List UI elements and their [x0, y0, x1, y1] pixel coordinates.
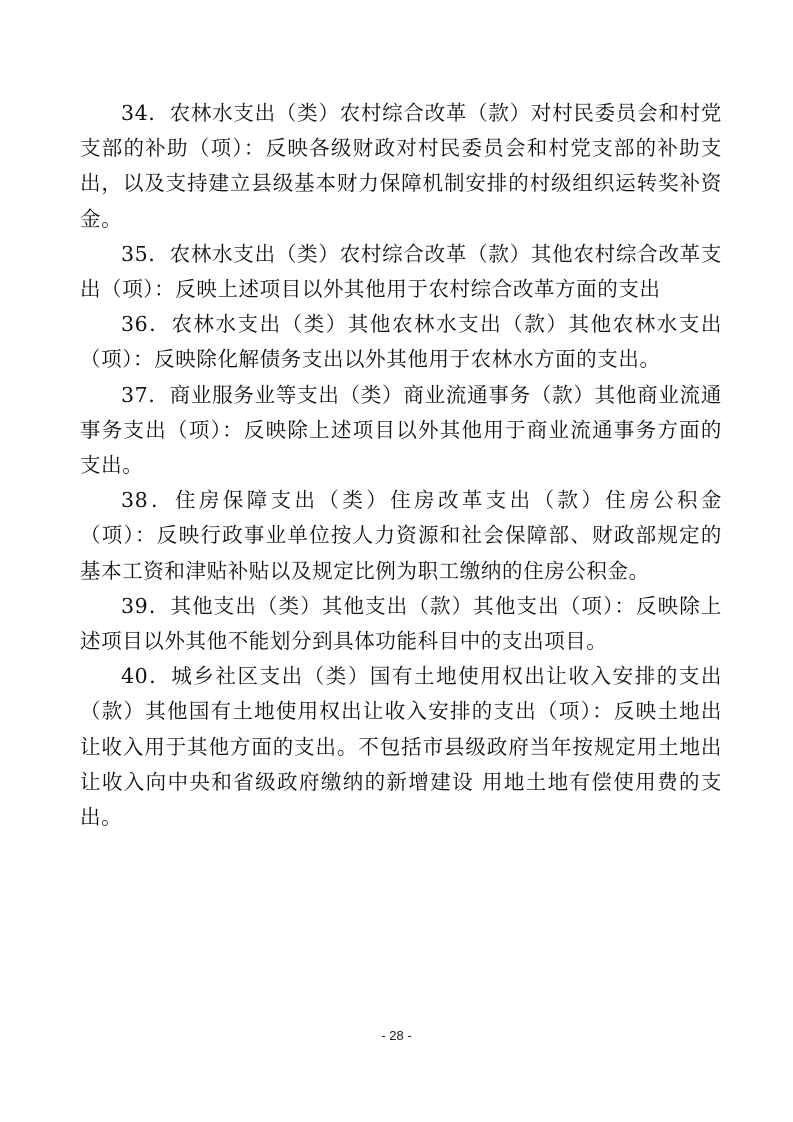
paragraph-item-36: 36．农林水支出（类）其他农林水支出（款）其他农林水支出（项）：反映除化解债务支出以外其他用于农林水方面的支出。: [80, 312, 722, 372]
page-number: - 28 -: [381, 1028, 412, 1043]
paragraph-item-38: 38．住房保障支出（类）住房改革支出（款）住房公积金（项）：反映行政事业单位按人力资源和社会保障部、财政部规定的 基本工资和津贴补贴以及规定比例为职工缴纳的住房公积金。: [80, 488, 722, 583]
paragraph-item-40: 40．城乡社区支出（类）国有土地使用权出让收入安排的支出（款）其他国有土地使用权出让收入安排的支出（项）：反映土地出让收入用于其他方面的支出。不包括市县级政府当年按规定用土地出让收入向中央和省级政府缴纳的新增建设 用地土地有偿使用费的支出。: [80, 664, 722, 830]
body-text: [80, 96, 722, 835]
paragraph-item-37: 37．商业服务业等支出（类）商业流通事务（款）其他商业流通事务支出（项）：反映除上述项目以外其他用于商业流通事务方面的支出。: [80, 382, 722, 478]
paragraph-item-39: 39．其他支出（类）其他支出（款）其他支出（项）：反映除上述项目以外其他不能划分到具体功能科目中的支出项目。: [80, 593, 722, 654]
paragraph-item-34: 34．农林水支出（类）农村综合改革（款）对村民委员会和村党支部的补助（项）：反映各级财政对村民委员会和村党支部的补助支出，以及支持建立县级基本财力保障机制安排的村级组织运转奖补资金。: [80, 101, 722, 231]
paragraph-item-35: 35．农林水支出（类）农村综合改革（款）其他农村综合改革支出（项）：反映上述项目以外其他用于农村综合改革方面的支出: [80, 241, 722, 302]
